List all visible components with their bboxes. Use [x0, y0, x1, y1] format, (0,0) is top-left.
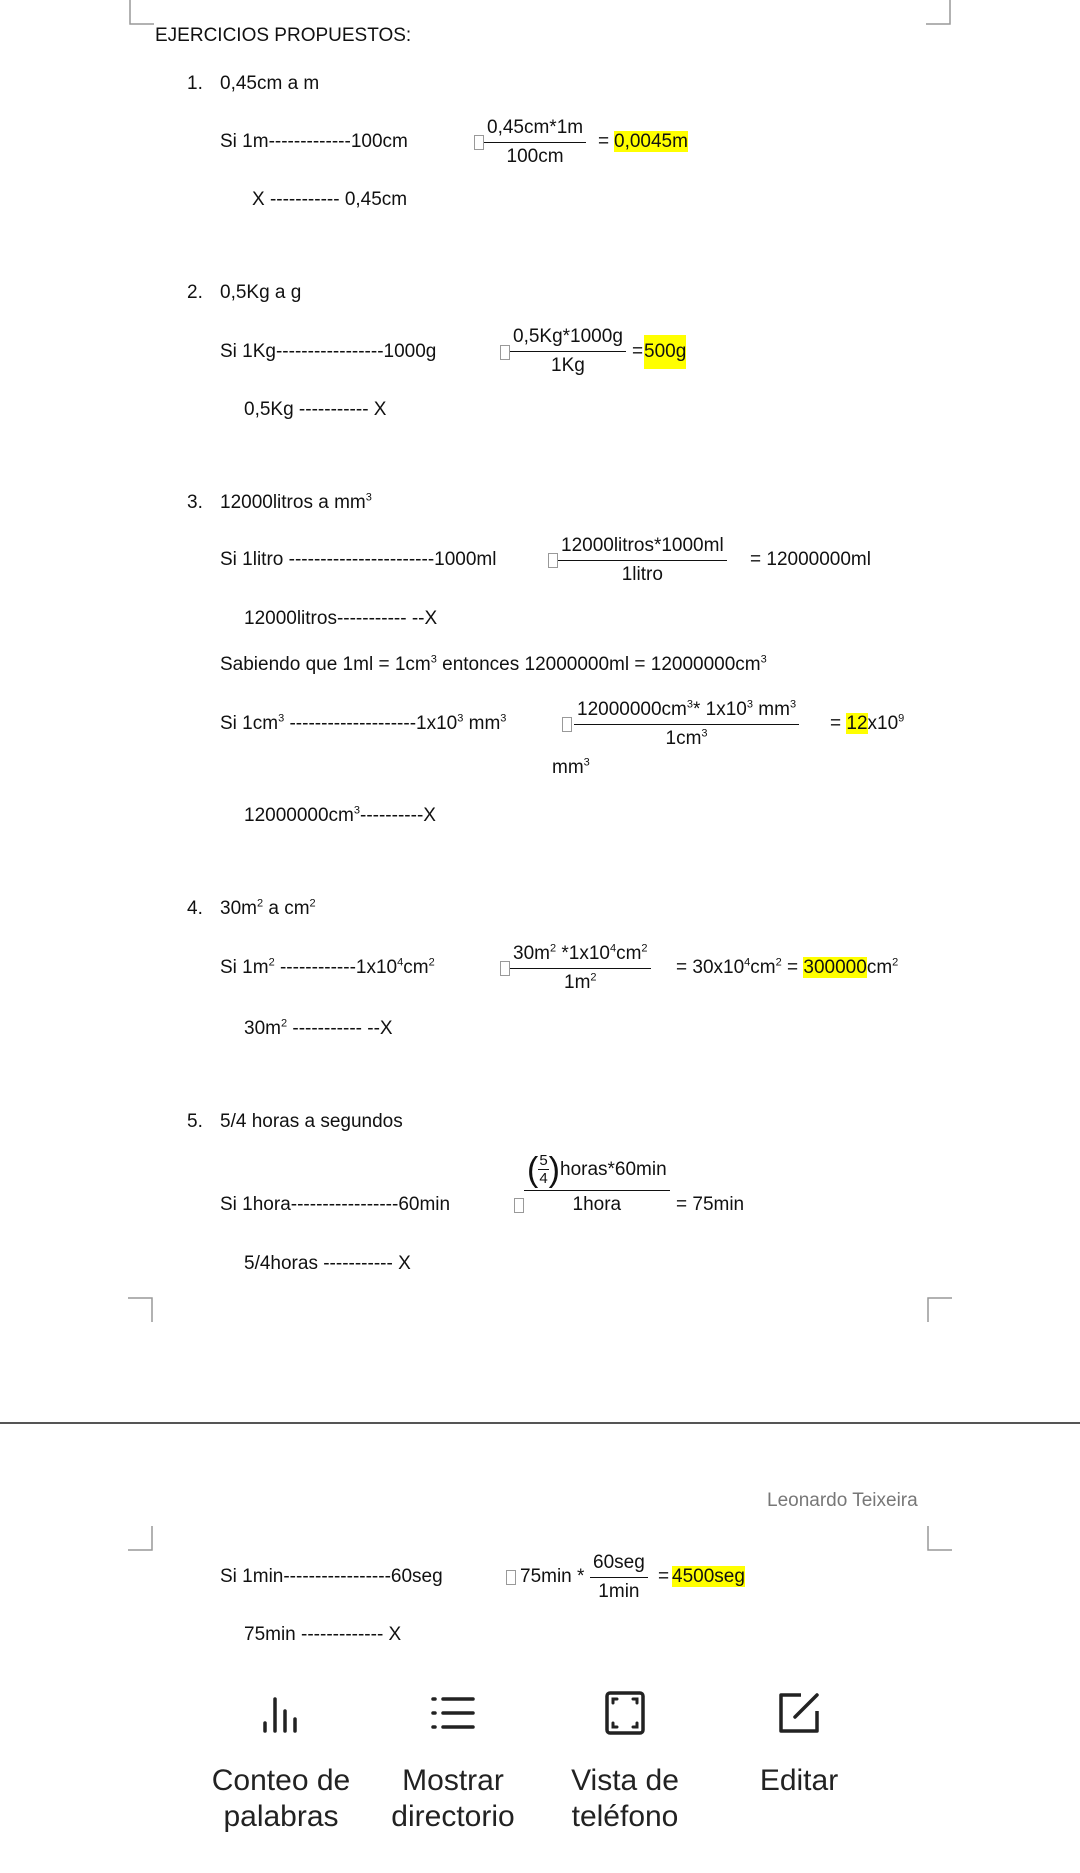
word-count-label: Conteo de palabras [211, 1764, 351, 1833]
exercise-5-rule-line-1: Si 1hora-----------------60min [220, 1194, 451, 1215]
right-paren: ) [548, 1150, 560, 1189]
highlighted-result: 300000 [803, 957, 867, 978]
missing-glyph-icon [500, 961, 510, 976]
highlighted-result: 4500seg [672, 1566, 745, 1587]
exercise-3-unit-wrap: $mm^3$ [552, 756, 590, 778]
highlighted-result: 0,0045m [614, 131, 688, 152]
document-heading: EJERCICIOS PROPUESTOS: [155, 25, 412, 46]
exercise-3-rule-line-4: $12000000cm^3----------X$ [244, 804, 436, 826]
phone-view-button[interactable] [540, 1685, 710, 1835]
paren-fraction: 5 4 [539, 1152, 548, 1187]
exercise-3-title: 12000litros a $mm^3$ [220, 491, 372, 513]
exercise-5-result-2 [672, 1566, 745, 1588]
missing-glyph-icon [562, 717, 572, 732]
page-corner-mark [926, 0, 952, 26]
exercise-2-rule-line-2: 0,5Kg ----------- X [244, 399, 387, 420]
exercise-2-number: 2. [187, 282, 203, 303]
exercise-5-number: 5. [187, 1111, 203, 1132]
page-corner-mark [926, 1296, 952, 1322]
exercise-2-title: 0,5Kg a g [220, 282, 302, 303]
exercise-5-rule-line-3: Si 1min-----------------60seg [220, 1566, 443, 1587]
fraction-numerator: 60seg [590, 1552, 648, 1578]
fraction-numerator: 0,5Kg*1000g [510, 326, 626, 352]
fraction-numerator: 0,45cm*1m [484, 117, 586, 143]
exercise-1-result [614, 131, 688, 153]
exercise-4-number: 4. [187, 898, 203, 919]
page-corner-mark [128, 0, 154, 26]
fraction-denominator: 1hora [572, 1194, 622, 1215]
fraction-denominator: $1m^2$ [564, 971, 597, 993]
exercise-2-result [644, 335, 686, 369]
page-corner-mark [926, 1526, 952, 1552]
exercise-4-fraction [510, 943, 651, 994]
exercise-1-number: 1. [187, 73, 203, 94]
missing-glyph-icon [514, 1198, 524, 1213]
exercise-4-rule-line-2: $30m^2$ ----------- --X [244, 1017, 393, 1039]
fraction-denominator: 1litro [621, 564, 663, 585]
highlighted-result: 500g [644, 335, 686, 369]
highlighted-result: 12 [846, 713, 868, 734]
edit-label: Editar [759, 1764, 839, 1797]
exercise-1-rule-line-2: X ----------- 0,45cm [252, 189, 408, 210]
exercise-5-fraction-2 [590, 1552, 648, 1603]
exercise-3-rule-line-1: Si 1litro -----------------------1000ml [220, 549, 497, 570]
exercise-4-title: $30m^2$ a $cm^2$ [220, 897, 316, 919]
word-count-button[interactable] [196, 1685, 366, 1835]
exercise-5-rule-line-4: 75min ------------- X [244, 1624, 402, 1645]
equals-sign: = [632, 341, 644, 362]
exercise-5-title: 5/4 horas a segundos [220, 1111, 403, 1132]
page-corner-mark [128, 1296, 154, 1322]
equals-sign: = [658, 1566, 670, 1587]
missing-glyph-icon [506, 1570, 516, 1585]
bottom-toolbar [0, 1655, 1080, 1873]
equals-sign: = [598, 131, 610, 152]
edit-icon [771, 1685, 827, 1741]
fraction-denominator: $1cm^3$ [665, 727, 708, 749]
exercise-4-rule-line-1: Si $1m^2$ $------------1x10^4cm^2$ [220, 956, 435, 978]
fraction-numerator: 12000litros*1000ml [558, 535, 727, 561]
exercise-4-result: = $30x10^4cm^2 = 300000cm^2$ [676, 956, 899, 978]
exercise-3-rule-line-3: Si $1cm^3$ $--------------------1x10^3$ $mm^3$ [220, 712, 507, 734]
exercise-2-fraction [510, 326, 626, 377]
exercise-3-fraction [558, 535, 727, 586]
exercise-5-rule-line-2: 5/4horas ----------- X [244, 1253, 411, 1274]
exercise-3-fraction-2 [574, 699, 799, 750]
exercise-1-rule-line-1: Si 1m-------------100cm [220, 131, 408, 152]
missing-glyph-icon [474, 135, 484, 150]
left-paren: ( [527, 1150, 539, 1189]
list-icon [425, 1685, 481, 1741]
phone-frame-icon [597, 1685, 653, 1741]
phone-view-label: Vista de teléfono [571, 1764, 679, 1833]
exercise-5-result: = 75min [676, 1194, 745, 1215]
missing-glyph-icon [500, 345, 510, 360]
fraction-denominator: 100cm [506, 146, 564, 167]
fraction-denominator: 1Kg [551, 355, 585, 376]
exercise-2-rule-line-1: Si 1Kg-----------------1000g [220, 341, 437, 362]
document-author: Leonardo Teixeira [767, 1490, 918, 1511]
fraction-numerator: ( 5 4 ) horas*60min [524, 1152, 670, 1191]
exercise-3-number: 3. [187, 492, 203, 513]
show-directory-label: Mostrar directorio [391, 1764, 515, 1833]
fraction-numerator: $30m^2$ $*1x10^4cm^2$ [510, 943, 651, 969]
exercise-3-rule-line-2: 12000litros----------- --X [244, 608, 438, 629]
edit-button[interactable] [714, 1685, 884, 1799]
exercise-3-result-2: = $12x10^9$ [830, 712, 905, 734]
exercise-3-result: = 12000000ml [750, 549, 871, 570]
show-directory-button[interactable] [368, 1685, 538, 1835]
page-divider [0, 1422, 1080, 1424]
exercise-1-title: 0,45cm a m [220, 73, 320, 94]
exercise-5-prefix: 75min * [520, 1566, 585, 1587]
exercise-3-note: Sabiendo que $1ml = 1cm^3$ entonces $12000000ml = 12000000cm^3$ [220, 653, 767, 675]
fraction-numerator: $12000000cm^3*$ $1x10^3$ $mm^3$ [574, 699, 799, 725]
fraction-denominator: 1min [598, 1581, 640, 1602]
bar-chart-icon [253, 1685, 309, 1741]
exercise-5-fraction [524, 1152, 670, 1216]
missing-glyph-icon [548, 553, 558, 568]
exercise-1-fraction [484, 117, 586, 168]
page-corner-mark [128, 1526, 154, 1552]
